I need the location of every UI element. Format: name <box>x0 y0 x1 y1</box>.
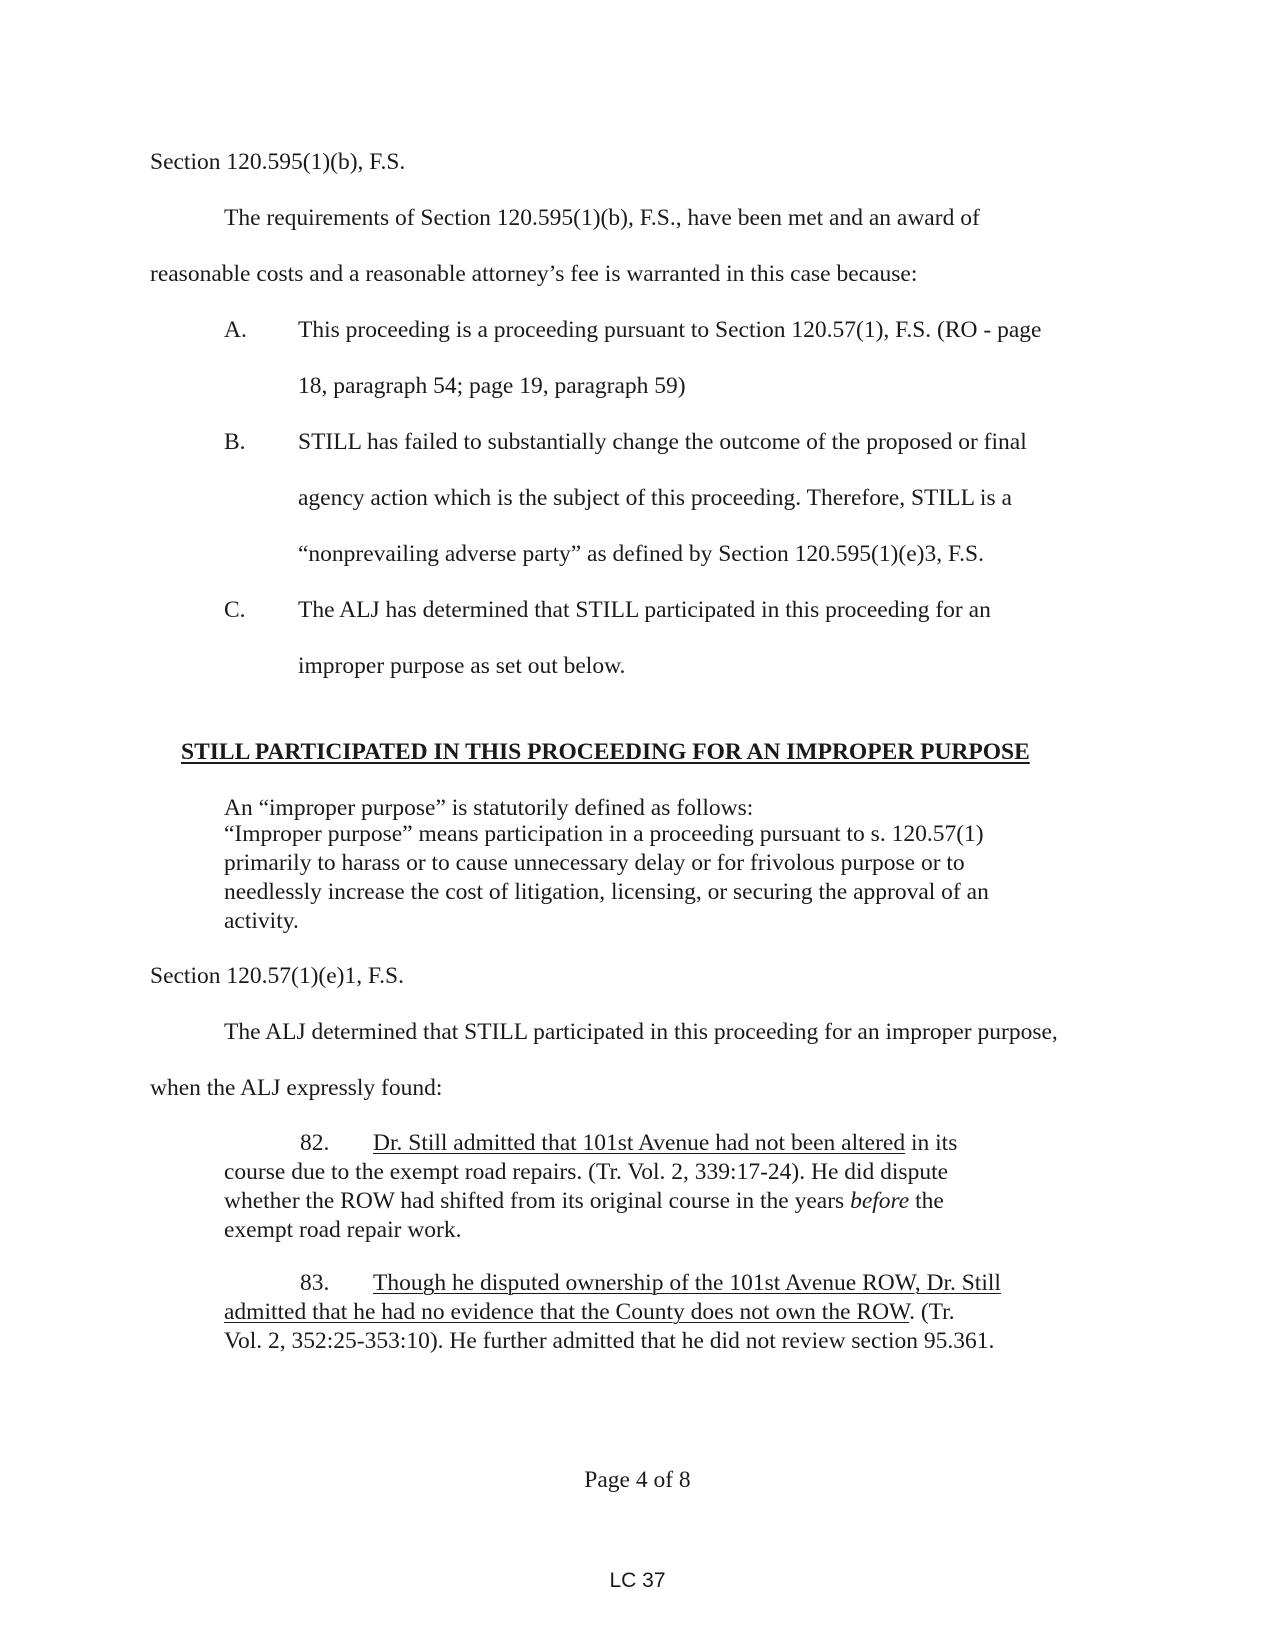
requirements-paragraph-line-2: reasonable costs and a reasonable attorney’s fee is warranted in this case because: <box>150 261 918 287</box>
quote-line-1: “Improper purpose” means participation in a proceeding pursuant to s. 120.57(1) <box>224 821 984 847</box>
list-letter-b: B. <box>224 429 246 455</box>
list-item-a-line-2: 18, paragraph 54; page 19, paragraph 59) <box>298 373 686 399</box>
list-item-b-line-1: STILL has failed to substantially change the outcome of the proposed or final <box>298 429 1027 455</box>
finding-83-underlined-2: admitted that he had no evidence that the County does not own the ROW <box>224 1299 910 1325</box>
quote-line-2: primarily to harass or to cause unnecessary delay or for frivolous purpose or to <box>224 850 965 876</box>
finding-82-line-1 <box>224 1129 1064 1158</box>
quote-line-3: needlessly increase the cost of litigation, licensing, or securing the approval of an <box>224 879 989 905</box>
section-heading: STILL PARTICIPATED IN THIS PROCEEDING FOR AN IMPROPER PURPOSE <box>181 739 1030 765</box>
finding-82-number: 82. <box>300 1130 330 1156</box>
finding-83 <box>224 1269 1064 1356</box>
finding-83-rest: . (Tr. <box>909 1299 955 1325</box>
finding-82-underlined: Dr. Still admitted that 101st Avenue had not been altered <box>373 1130 906 1156</box>
alj-paragraph-line-2: when the ALJ expressly found: <box>150 1075 443 1101</box>
finding-82-line-3-b: the <box>909 1188 944 1214</box>
list-item-c-line-1: The ALJ has determined that STILL participated in this proceeding for an <box>298 597 991 623</box>
finding-82-line-2: course due to the exempt road repairs. (Tr. Vol. 2, 339:17-24). He did dispute <box>224 1159 949 1185</box>
finding-82-rest: in its <box>905 1130 958 1156</box>
finding-83-number: 83. <box>300 1270 330 1296</box>
quote-line-4: activity. <box>224 908 299 934</box>
list-item-b-line-3: “nonprevailing adverse party” as defined by Section 120.595(1)(e)3, F.S. <box>298 541 984 567</box>
document-code: LC 37 <box>609 1569 666 1592</box>
finding-82-italic: before <box>850 1188 910 1214</box>
finding-82-line-3-a: whether the ROW had shifted from its original course in the years <box>224 1188 851 1214</box>
finding-82-line-4: exempt road repair work. <box>224 1217 462 1243</box>
finding-83-line-2 <box>224 1298 1064 1327</box>
finding-83-line-3: Vol. 2, 352:25-353:10). He further admitted that he did not review section 95.361. <box>224 1328 995 1354</box>
finding-83-underlined-1: Though he disputed ownership of the 101st Avenue ROW, Dr. Still <box>373 1270 1001 1296</box>
section-citation-mid: Section 120.57(1)(e)1, F.S. <box>150 963 404 989</box>
list-letter-c: C. <box>224 597 246 623</box>
list-letter-a: A. <box>224 317 247 343</box>
finding-82 <box>224 1129 1064 1245</box>
statutory-quote <box>224 820 1064 936</box>
requirements-paragraph-line-1: The requirements of Section 120.595(1)(b), F.S., have been met and an award of <box>224 205 980 231</box>
alj-paragraph-line-1: The ALJ determined that STILL participated in this proceeding for an improper purpose, <box>224 1019 1058 1045</box>
finding-82-line-3 <box>224 1187 1064 1216</box>
list-item-a-line-1: This proceeding is a proceeding pursuant to Section 120.57(1), F.S. (RO - page <box>298 317 1042 343</box>
finding-83-line-1 <box>224 1269 1064 1298</box>
list-item-c-line-2: improper purpose as set out below. <box>298 653 626 679</box>
improper-purpose-intro: An “improper purpose” is statutorily defined as follows: <box>224 795 754 821</box>
list-item-b-line-2: agency action which is the subject of this proceeding. Therefore, STILL is a <box>298 485 1012 511</box>
page-number: Page 4 of 8 <box>584 1467 691 1493</box>
section-citation-top: Section 120.595(1)(b), F.S. <box>150 149 406 175</box>
